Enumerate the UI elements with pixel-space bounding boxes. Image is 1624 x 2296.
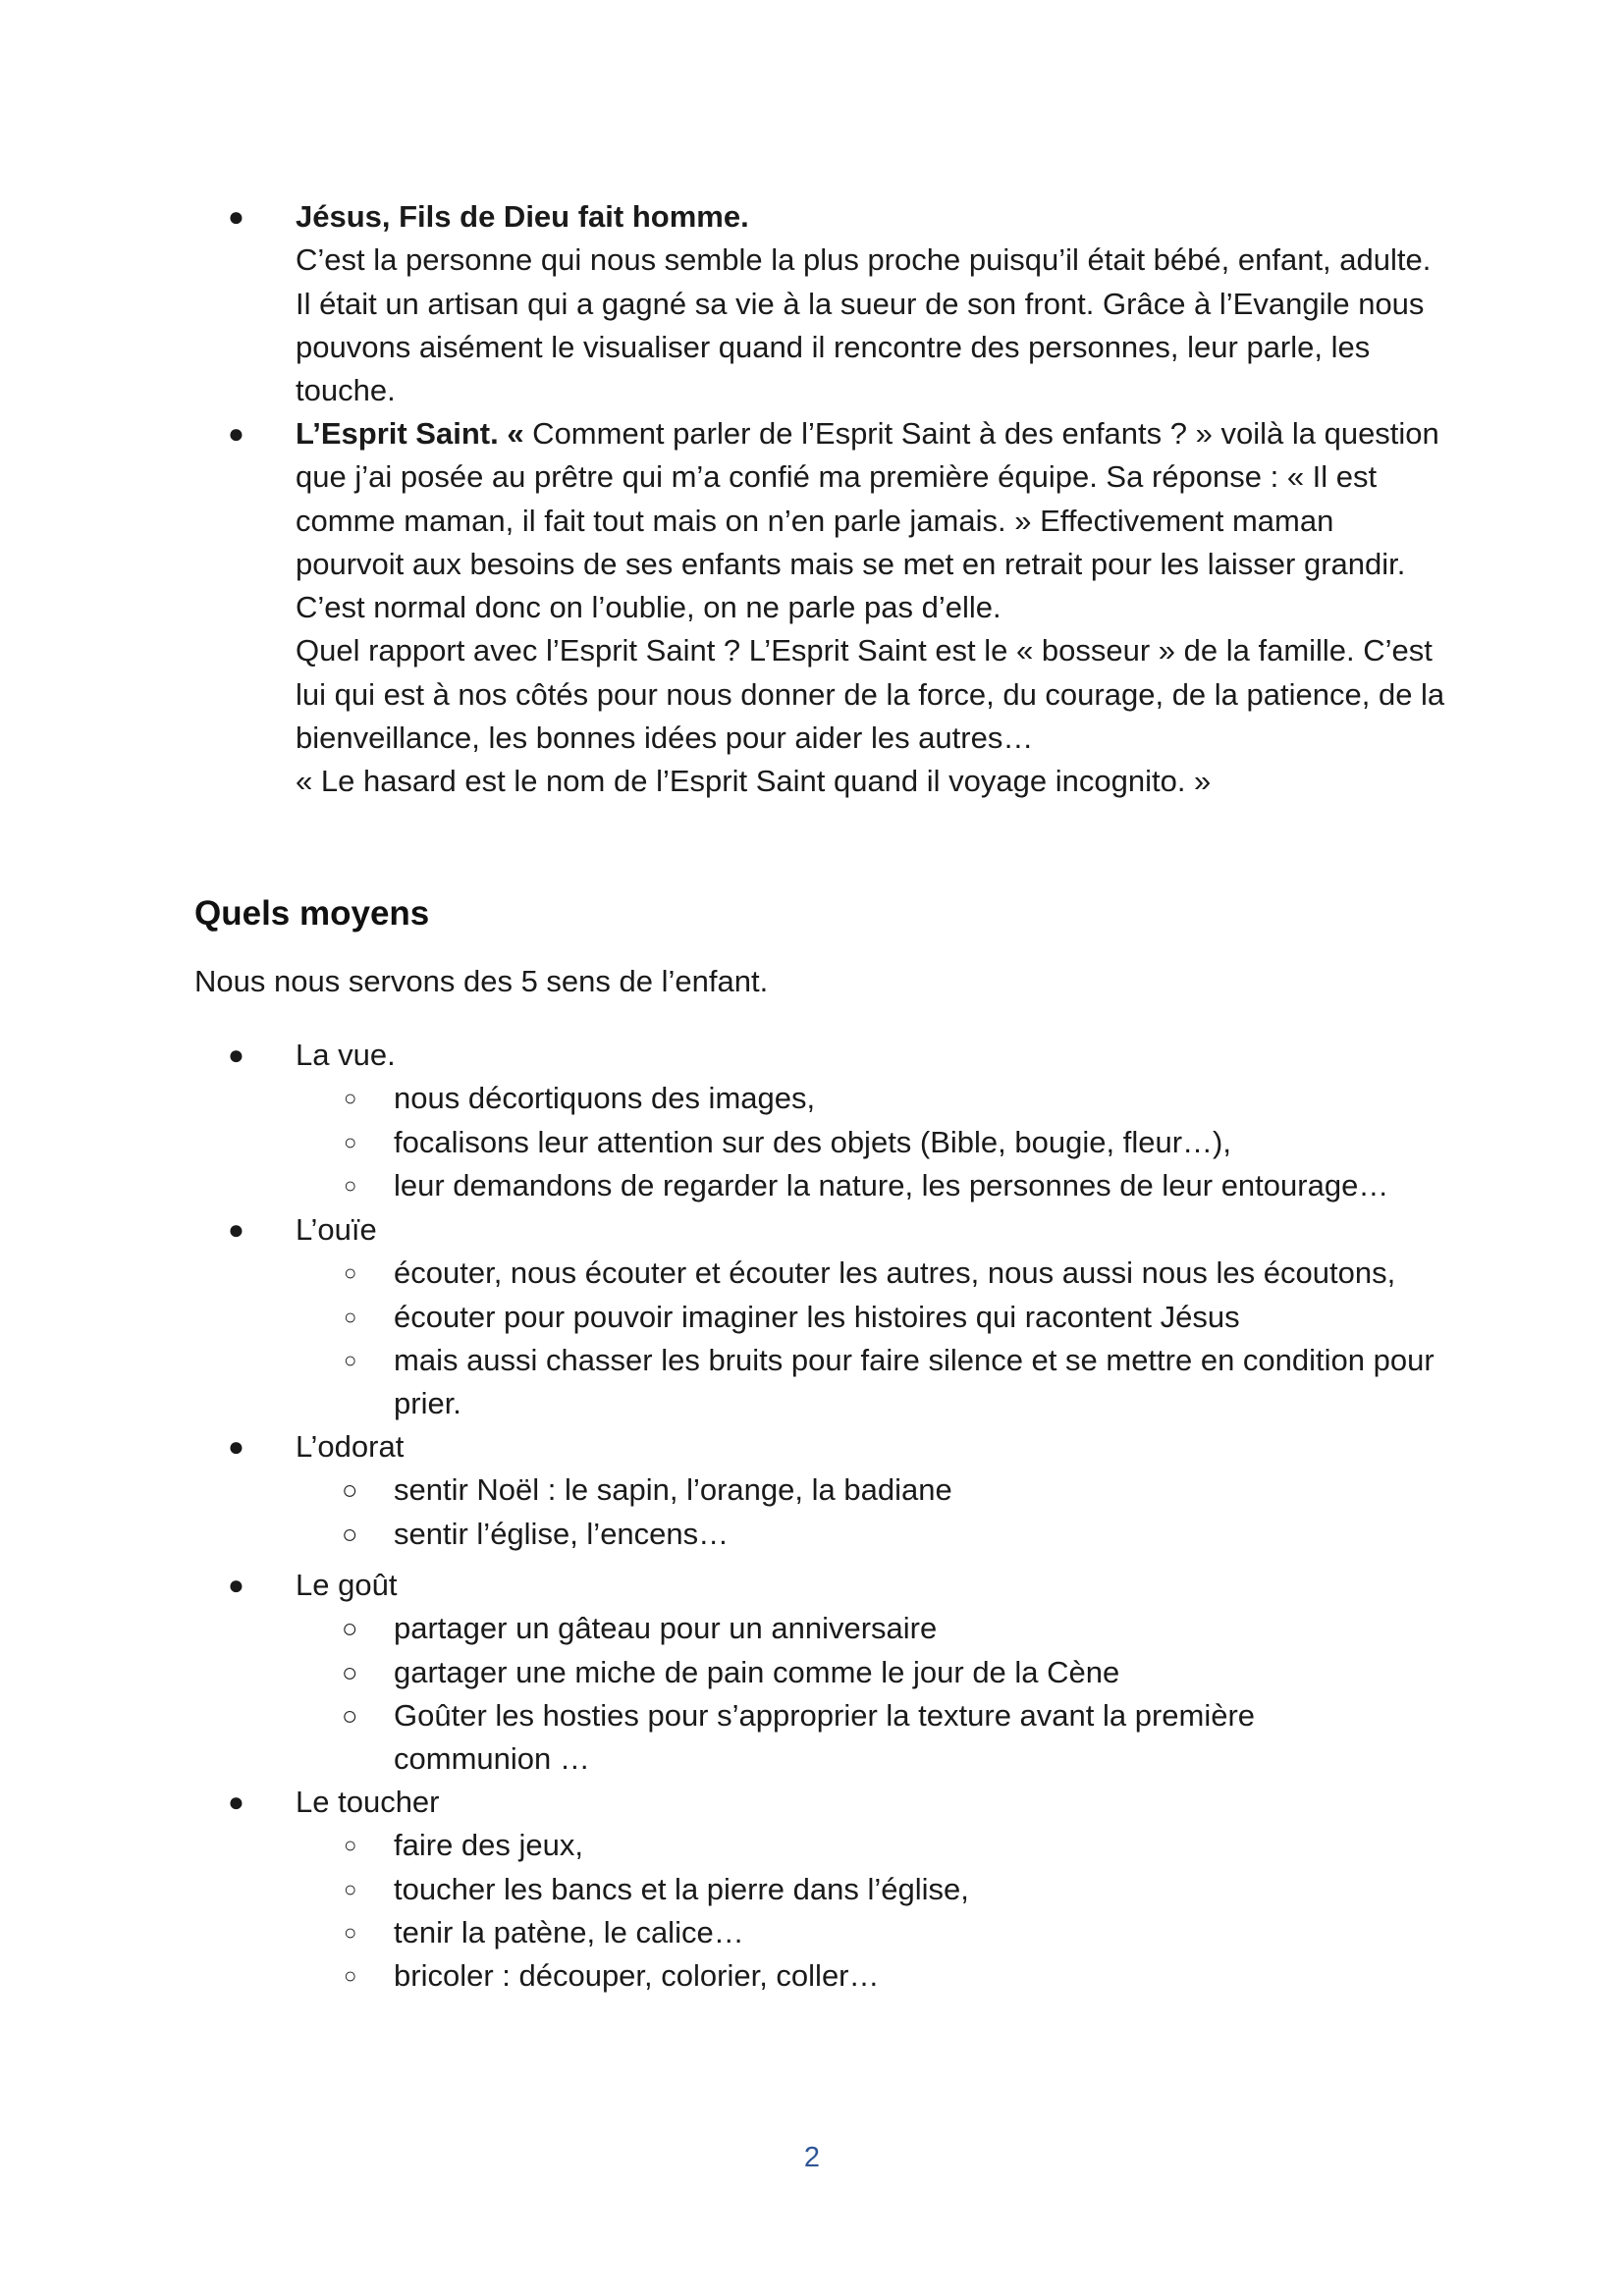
- section-heading: Quels moyens: [194, 894, 430, 933]
- page-number: 2: [803, 2142, 821, 2173]
- bullet-line: bienveillance, les bonnes idées pour aider les autres…: [296, 721, 1034, 756]
- sense-title: Le toucher: [296, 1785, 440, 1819]
- sub-item-line: écouter, nous écouter et écouter les autres, nous aussi nous les écoutons,: [394, 1255, 1396, 1291]
- sub-item-line: écouter pour pouvoir imaginer les histoires qui racontent Jésus: [394, 1299, 1240, 1334]
- sub-item-line: bricoler : découper, colorier, coller…: [394, 1958, 880, 1994]
- circle-bullet-icon: ○: [344, 1304, 357, 1329]
- sense-item-toucher: [228, 1781, 1449, 1998]
- bullet-line: C’est normal donc on l’oublie, on ne parle pas d’elle.: [296, 590, 1001, 625]
- bullet-marker: ●: [228, 418, 244, 449]
- bullet-line: Il était un artisan qui a gagné sa vie à la sueur de son front. Grâce à l’Evangile nous: [296, 286, 1425, 321]
- sub-item: [232, 1252, 1449, 1295]
- circle-bullet-icon: ○: [344, 1876, 357, 1901]
- sub-item: [232, 1824, 1449, 1867]
- circle-bullet-icon: ○: [344, 1347, 357, 1372]
- bullet-title: Jésus, Fils de Dieu fait homme.: [296, 199, 749, 234]
- bullet-marker: ●: [228, 201, 244, 232]
- sense-title: Le goût: [296, 1568, 398, 1602]
- bullet-marker: ●: [228, 1431, 244, 1462]
- sub-item: [232, 1468, 1449, 1512]
- sub-item-line: sentir l’église, l’encens…: [394, 1516, 730, 1551]
- sense-item-odorat: [228, 1425, 1449, 1556]
- bullet-marker: ●: [228, 1787, 244, 1817]
- bullet-title: L’Esprit Saint. «: [296, 416, 524, 451]
- sense-title: L’ouïe: [296, 1212, 377, 1247]
- bullet-item-jesus: [228, 195, 1449, 412]
- circle-bullet-icon: ○: [344, 1086, 357, 1111]
- sub-item-line: mais aussi chasser les bruits pour faire silence et se mettre en condition pour: [394, 1342, 1435, 1377]
- sense-item-vue: [228, 1034, 1449, 1207]
- bullet-marker: ●: [228, 1214, 244, 1245]
- bullet-title-rest: Comment parler de l’Esprit Saint à des enfants ? » voilà la question: [523, 416, 1439, 451]
- sub-item-line: tenir la patène, le calice…: [394, 1914, 744, 1949]
- sub-item: [232, 1164, 1449, 1207]
- sub-item: [232, 1651, 1449, 1694]
- sub-item-line: prier.: [394, 1386, 461, 1421]
- sub-item: [232, 1868, 1449, 1911]
- circle-bullet-icon: ○: [342, 1614, 358, 1644]
- sub-item: [232, 1513, 1449, 1556]
- circle-bullet-icon: ○: [342, 1657, 358, 1687]
- sub-item-line: toucher les bancs et la pierre dans l’église,: [394, 1871, 969, 1906]
- bullet-item-esprit-saint: [228, 412, 1449, 804]
- sub-item-line: sentir Noël : le sapin, l’orange, la badiane: [394, 1472, 952, 1508]
- bullet-line: lui qui est à nos côtés pour nous donner de la force, du courage, de la patience, de la: [296, 676, 1445, 712]
- sub-item-line: leur demandons de regarder la nature, les personnes de leur entourage…: [394, 1167, 1389, 1202]
- sub-item: [232, 1694, 1449, 1782]
- bullet-line: Quel rapport avec l’Esprit Saint ? L’Esprit Saint est le « bosseur » de la famille. C’est: [296, 633, 1433, 668]
- circle-bullet-icon: ○: [344, 1260, 357, 1286]
- bullet-marker: ●: [228, 1040, 244, 1070]
- circle-bullet-icon: ○: [342, 1700, 358, 1731]
- circle-bullet-icon: ○: [342, 1475, 358, 1506]
- bullet-line: pouvons aisément le visualiser quand il rencontre des personnes, leur parle, les: [296, 329, 1371, 364]
- sub-item: [232, 1911, 1449, 1954]
- sub-item-line: Goûter les hosties pour s’approprier la texture avant la première: [394, 1697, 1256, 1733]
- bullet-line: comme maman, il fait tout mais on n’en parle jamais. » Effectivement maman: [296, 503, 1334, 538]
- sub-item-line: communion …: [394, 1741, 590, 1777]
- sub-item-line: partager un gâteau pour un anniversaire: [394, 1611, 938, 1646]
- sub-item-line: focalisons leur attention sur des objets (Bible, bougie, fleur…),: [394, 1124, 1231, 1159]
- circle-bullet-icon: ○: [344, 1919, 357, 1945]
- bullet-line: C’est la personne qui nous semble la plus proche puisqu’il était bébé, enfant, adulte.: [296, 242, 1432, 278]
- bullet-line: que j’ai posée au prêtre qui m’a confié ma première équipe. Sa réponse : « Il est: [296, 459, 1378, 495]
- bullet-line: touche.: [296, 373, 396, 408]
- bullet-body: [296, 195, 1449, 412]
- sub-item-line: gartager une miche de pain comme le jour de la Cène: [394, 1654, 1120, 1689]
- bullet-line: pourvoit aux besoins de ses enfants mais se met en retrait pour les laisser grandir.: [296, 546, 1406, 581]
- sense-title: La vue.: [296, 1038, 396, 1072]
- circle-bullet-icon: ○: [344, 1172, 357, 1198]
- circle-bullet-icon: ○: [342, 1519, 358, 1549]
- sub-item: [232, 1077, 1449, 1120]
- circle-bullet-icon: ○: [344, 1963, 357, 1989]
- bullet-line: « Le hasard est le nom de l’Esprit Saint quand il voyage incognito. »: [296, 764, 1212, 799]
- circle-bullet-icon: ○: [344, 1129, 357, 1154]
- bullet-marker: ●: [228, 1570, 244, 1600]
- sub-item-line: faire des jeux,: [394, 1828, 583, 1863]
- bullet-body: [296, 412, 1449, 804]
- sub-item: [232, 1296, 1449, 1339]
- intro-paragraph: Nous nous servons des 5 sens de l’enfant.: [194, 964, 769, 998]
- sense-title: L’odorat: [296, 1429, 405, 1464]
- sub-item: [232, 1121, 1449, 1164]
- sub-item: [232, 1607, 1449, 1650]
- sense-item-ouie: [228, 1208, 1449, 1425]
- sub-item: [232, 1954, 1449, 1998]
- sub-item: [232, 1339, 1449, 1426]
- sub-item-line: nous décortiquons des images,: [394, 1081, 816, 1116]
- circle-bullet-icon: ○: [344, 1833, 357, 1858]
- bullet-first-line: [296, 412, 1449, 455]
- sense-item-gout: [228, 1564, 1449, 1781]
